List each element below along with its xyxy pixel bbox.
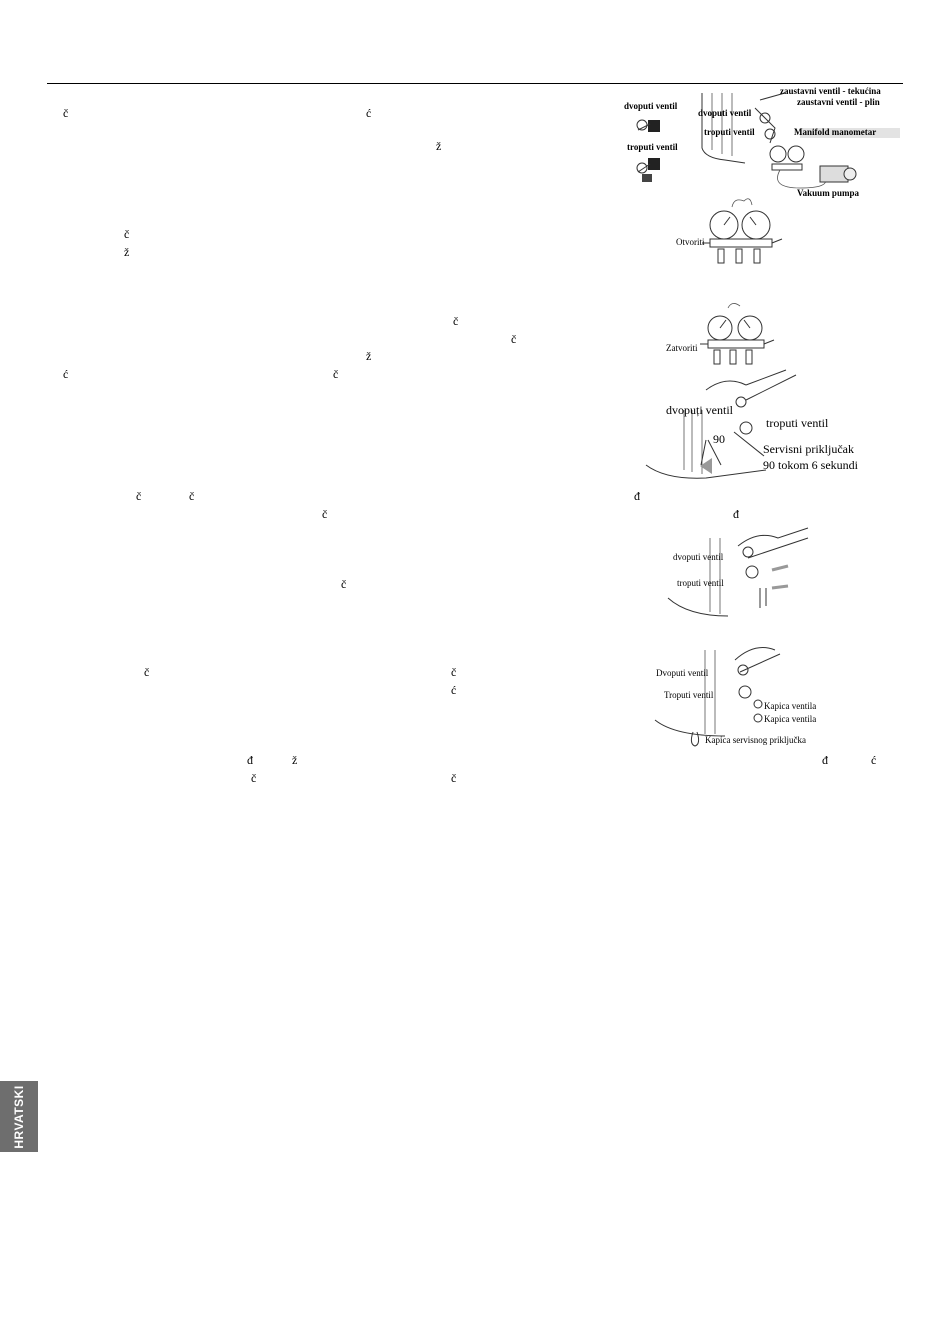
valves-illustration xyxy=(668,528,808,618)
text-glyph: đ xyxy=(634,489,640,503)
text-glyph: č xyxy=(341,577,347,591)
text-glyph: ž xyxy=(436,139,442,153)
three-way-valve-label: Troputi ventil xyxy=(664,690,714,700)
text-glyph: ć xyxy=(63,367,69,381)
text-glyph: č xyxy=(189,489,195,503)
text-glyph: đ xyxy=(247,753,253,767)
text-glyph: đ xyxy=(822,753,828,767)
manifold-close-illustration xyxy=(700,300,780,375)
two-way-valve-label: Dvoputi ventil xyxy=(656,668,709,678)
text-glyph: č xyxy=(63,106,69,120)
text-glyph: č xyxy=(333,367,339,381)
text-glyph: ž xyxy=(124,245,130,259)
text-glyph: đ xyxy=(733,507,739,521)
open-label: Otvoriti xyxy=(676,237,705,247)
text-glyph: č xyxy=(144,665,150,679)
text-glyph: č xyxy=(511,332,517,346)
text-glyph: ć xyxy=(366,106,372,120)
vacuum-pump-label: Vakuum pumpa xyxy=(797,188,859,198)
three-way-valve-label: troputi ventil xyxy=(766,416,829,430)
language-tab xyxy=(0,1081,38,1152)
manifold-gauge-label: Manifold manometar xyxy=(794,127,877,137)
text-glyph: č xyxy=(451,665,457,679)
three-way-valve-label: troputi ventil xyxy=(704,127,755,137)
two-way-valve-icon xyxy=(637,120,660,132)
valve-cap-label: Kapica ventila xyxy=(764,701,817,711)
text-glyph: č xyxy=(453,314,459,328)
stop-valve-gas-label: zaustavni ventil - plin xyxy=(797,97,880,107)
header-rule xyxy=(47,83,903,84)
text-glyph: č xyxy=(451,771,457,785)
service-port-cap-label: Kapica servisnog priključka xyxy=(705,735,806,745)
stop-valve-liquid-label: zaustavni ventil - tekućina xyxy=(780,86,881,96)
text-glyph: č xyxy=(136,489,142,503)
two-way-valve-label: dvoputi ventil xyxy=(624,101,678,111)
two-way-valve-label: dvoputi ventil xyxy=(698,108,752,118)
three-way-valve-icon xyxy=(637,158,660,182)
language-tab-label: HRVATSKI xyxy=(12,1084,26,1149)
text-glyph: č xyxy=(322,507,328,521)
valve-cap-label: Kapica ventila xyxy=(764,714,817,724)
angle-label: 90 xyxy=(713,432,725,446)
text-glyph: ž xyxy=(292,753,298,767)
text-glyph: č xyxy=(251,771,257,785)
three-way-valve-label: troputi ventil xyxy=(627,142,678,152)
text-glyph: ž xyxy=(366,349,372,363)
text-glyph: ć xyxy=(871,753,877,767)
two-way-valve-label: dvoputi ventil xyxy=(673,552,724,562)
timing-label: 90 tokom 6 sekundi xyxy=(763,458,858,472)
text-glyph: ć xyxy=(451,683,457,697)
three-way-valve-label: troputi ventil xyxy=(677,578,724,588)
two-way-valve-label: dvopuți ventil xyxy=(666,403,733,417)
close-label: Zatvoriti xyxy=(666,343,698,353)
text-glyph: č xyxy=(124,227,130,241)
manifold-open-illustration xyxy=(700,195,790,275)
service-port-label: Servisni priključak xyxy=(763,442,854,456)
